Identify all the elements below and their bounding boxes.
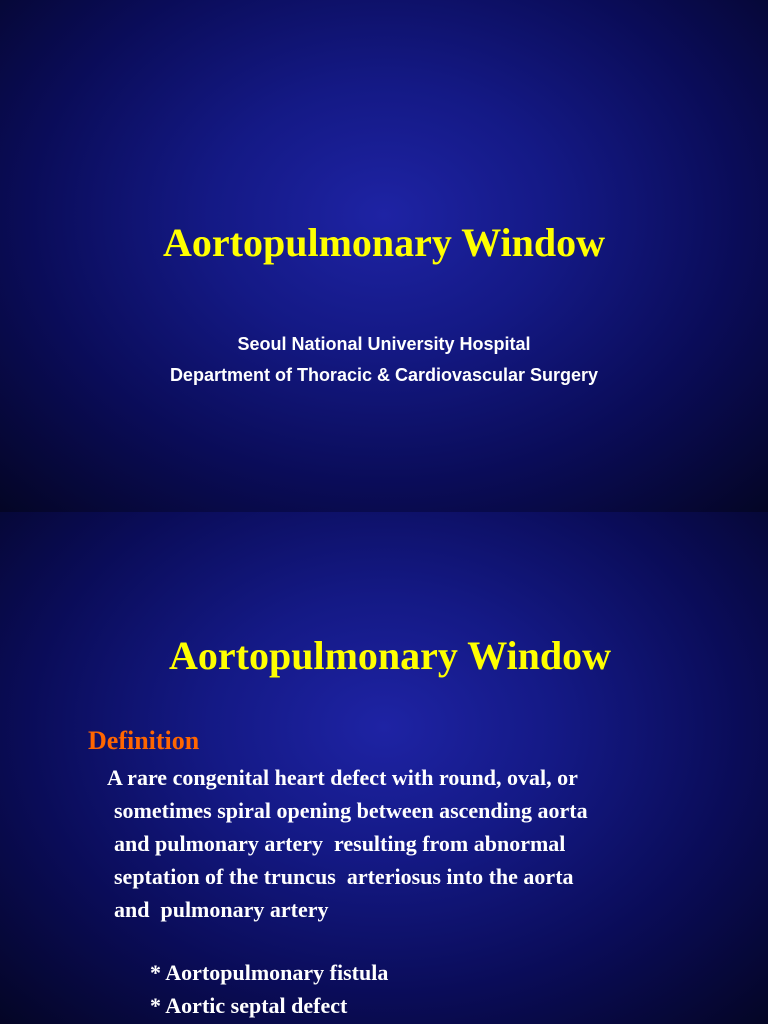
synonym-item: * Aortic septal defect <box>150 993 348 1018</box>
definition-line: and pulmonary artery <box>114 897 329 922</box>
slide-title: Aortopulmonary Window <box>169 633 611 678</box>
definition-heading: Definition <box>88 726 200 755</box>
definition-line: and pulmonary artery resulting from abnormal <box>114 831 566 856</box>
definition-line: septation of the truncus arteriosus into the aorta <box>114 864 574 889</box>
synonym-item: * Aortopulmonary fistula <box>150 960 389 985</box>
slide-title: Aortopulmonary Window <box>163 220 605 265</box>
department-name: Department of Thoracic & Cardiovascular Surgery <box>169 365 599 385</box>
definition-line: sometimes spiral opening between ascending aorta <box>114 798 588 823</box>
definition-slide <box>0 512 768 1024</box>
definition-line: A rare congenital heart defect with round, oval, or <box>107 765 578 790</box>
hospital-name: Seoul National University Hospital <box>237 334 531 354</box>
